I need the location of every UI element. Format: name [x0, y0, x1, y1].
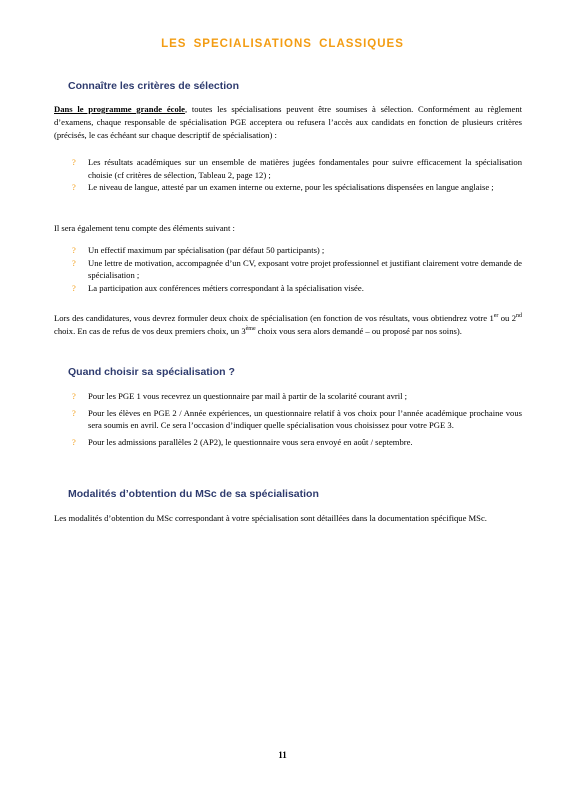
list-item: ? Les résultats académiques sur un ensemble de matières jugées fondamentales pour suivre efficacement la spécialisation choisie (cf critères de sélection, Tableau 2, page 12) ;: [72, 157, 522, 180]
bullet-icon: ?: [72, 391, 76, 401]
bullet-icon: ?: [72, 407, 76, 418]
bullet-icon: ?: [72, 245, 76, 255]
intro-bold-text: Dans le programme grande école: [54, 104, 185, 114]
msc-paragraph: Les modalités d’obtention du MSc correspondant à votre spécialisation sont détaillées dans la documentation spécifique MSc.: [54, 513, 487, 523]
section-heading-criteria: Connaître les critères de sélection: [68, 80, 239, 92]
list-item: ? Le niveau de langue, attesté par un examen interne ou externe, pour les spécialisations dispensées en langue anglaise ;: [72, 182, 494, 193]
list-item: ? Une lettre de motivation, accompagnée d’un CV, exposant votre projet professionnel et justifiant clairement votre demande de spécialisation ;: [72, 257, 522, 281]
list-item: ? Pour les admissions parallèles 2 (AP2), le questionnaire vous sera envoyé en août / septembre.: [72, 436, 413, 447]
also-text: Il sera également tenu compte des éléments suivant :: [54, 223, 235, 233]
section-heading-msc: Modalités d’obtention du MSc de sa spécialisation: [68, 488, 319, 500]
section-heading-when: Quand choisir sa spécialisation ?: [68, 366, 235, 378]
bullet-icon: ?: [72, 436, 76, 447]
intro-paragraph: [54, 103, 522, 141]
criteria-list: [54, 156, 522, 194]
bullet-icon: ?: [72, 282, 76, 293]
bullet-icon: ?: [72, 257, 76, 268]
list-item: ? La participation aux conférences métiers correspondant à la spécialisation visée.: [72, 282, 364, 293]
when-list: [54, 390, 522, 448]
page-number: 11: [278, 750, 287, 760]
list-item: ? Un effectif maximum par spécialisation (par défaut 50 participants) ;: [72, 245, 325, 255]
list-item: ? Pour les PGE 1 vous recevrez un questionnaire par mail à partir de la scolarité courant avril ;: [72, 391, 408, 401]
bullet-icon: ?: [72, 182, 76, 193]
choices-paragraph: Lors des candidatures, vous devrez formuler deux choix de spécialisation (en fonction de vos résultats, vous obtiendrez votre 1er ou 2nd choix. En cas de refus de vos deux premiers choix, un 3ème choix vous sera alors demandé – ou proposé par nos soins).: [54, 313, 522, 336]
bullet-icon: ?: [72, 157, 76, 167]
elements-list: [54, 244, 522, 294]
list-item: ? Pour les élèves en PGE 2 / Année expériences, un questionnaire relatif à vos choix pour l’année académique prochaine vous sera soumis en avril. Ce sera l’occasion d’indiquer quelle spécialisation vous choisissez pour votre PGE 3.: [72, 407, 522, 431]
intro-text: , toutes les spécialisations peuvent être soumises à sélection. Conformément au règlement d’examens, chaque responsable de spécialisation PGE acceptera ou refusera l’accès aux candidats en fonction de plusieurs critères (précisés, le cas échéant sur chaque descriptif de spécialisation) :: [54, 104, 523, 140]
page-title: LES SPECIALISATIONS CLASSIQUES: [161, 38, 404, 50]
